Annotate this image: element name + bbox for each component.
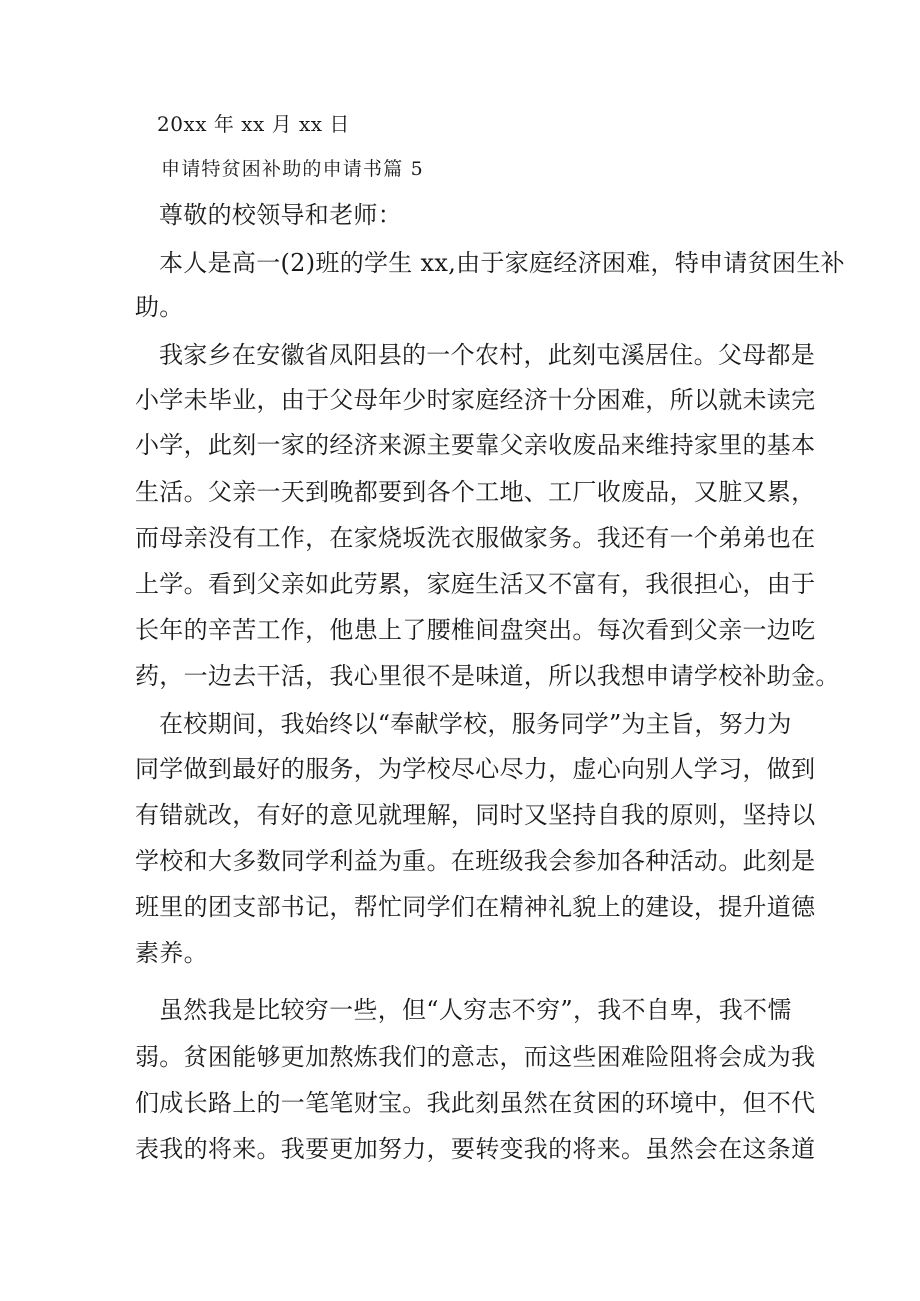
paragraph-line: 我家乡在安徽省凤阳县的一个农村，此刻屯溪居住。父母都是	[159, 341, 816, 369]
paragraph-line: 表我的将来。我要更加努力，要转变我的将来。虽然会在这条道	[135, 1135, 816, 1163]
section-title: 申请特贫困补助的申请书篇 5	[161, 158, 424, 180]
paragraph-line: 小学，此刻一家的经济来源主要靠父亲收废品来维持家里的基本	[135, 431, 816, 459]
paragraph-line: 学校和大多数同学利益为重。在班级我会参加各种活动。此刻是	[135, 847, 816, 875]
paragraph-line: 有错就改，有好的意见就理解，同时又坚持自我的原则，坚持以	[135, 801, 816, 829]
paragraph-line: 同学做到最好的服务，为学校尽心尽力，虚心向别人学习，做到	[135, 755, 816, 783]
paragraph-line: 药，一边去干活，我心里很不是味道，所以我想申请学校补助金。	[135, 662, 840, 690]
paragraph-line: 生活。父亲一天到晚都要到各个工地、工厂收废品，又脏又累，	[135, 478, 816, 506]
paragraph-line: 而母亲没有工作，在家烧坂洗衣服做家务。我还有一个弟弟也在	[135, 524, 816, 552]
paragraph-line: 上学。看到父亲如此劳累，家庭生活又不富有，我很担心，由于	[135, 570, 816, 598]
paragraph-line: 素养。	[135, 939, 208, 967]
document-date: 20xx 年 xx 月 xx 日	[157, 112, 350, 136]
paragraph-line: 长年的辛苦工作，他患上了腰椎间盘突出。每次看到父亲一边吃	[135, 616, 816, 644]
paragraph-line: 本人是高一(2)班的学生 xx,由于家庭经济困难，特申请贫困生补	[159, 249, 845, 277]
paragraph-line: 小学未毕业，由于父母年少时家庭经济十分困难，所以就未读完	[135, 386, 816, 414]
paragraph-line: 们成长路上的一笔笔财宝。我此刻虽然在贫困的环境中，但不代	[135, 1089, 816, 1117]
paragraph-line: 班里的团支部书记，帮忙同学们在精神礼貌上的建设，提升道德	[135, 893, 816, 921]
paragraph-line: 助。	[135, 293, 184, 321]
paragraph-line: 在校期间，我始终以“奉献学校，服务同学”为主旨，努力为	[159, 710, 792, 738]
salutation: 尊敬的校领导和老师：	[159, 201, 402, 229]
paragraph-line: 虽然我是比较穷一些，但“人穷志不穷”，我不自卑，我不懦	[159, 996, 792, 1024]
paragraph-line: 弱。贫困能够更加熬炼我们的意志，而这些困难险阻将会成为我	[135, 1043, 816, 1071]
